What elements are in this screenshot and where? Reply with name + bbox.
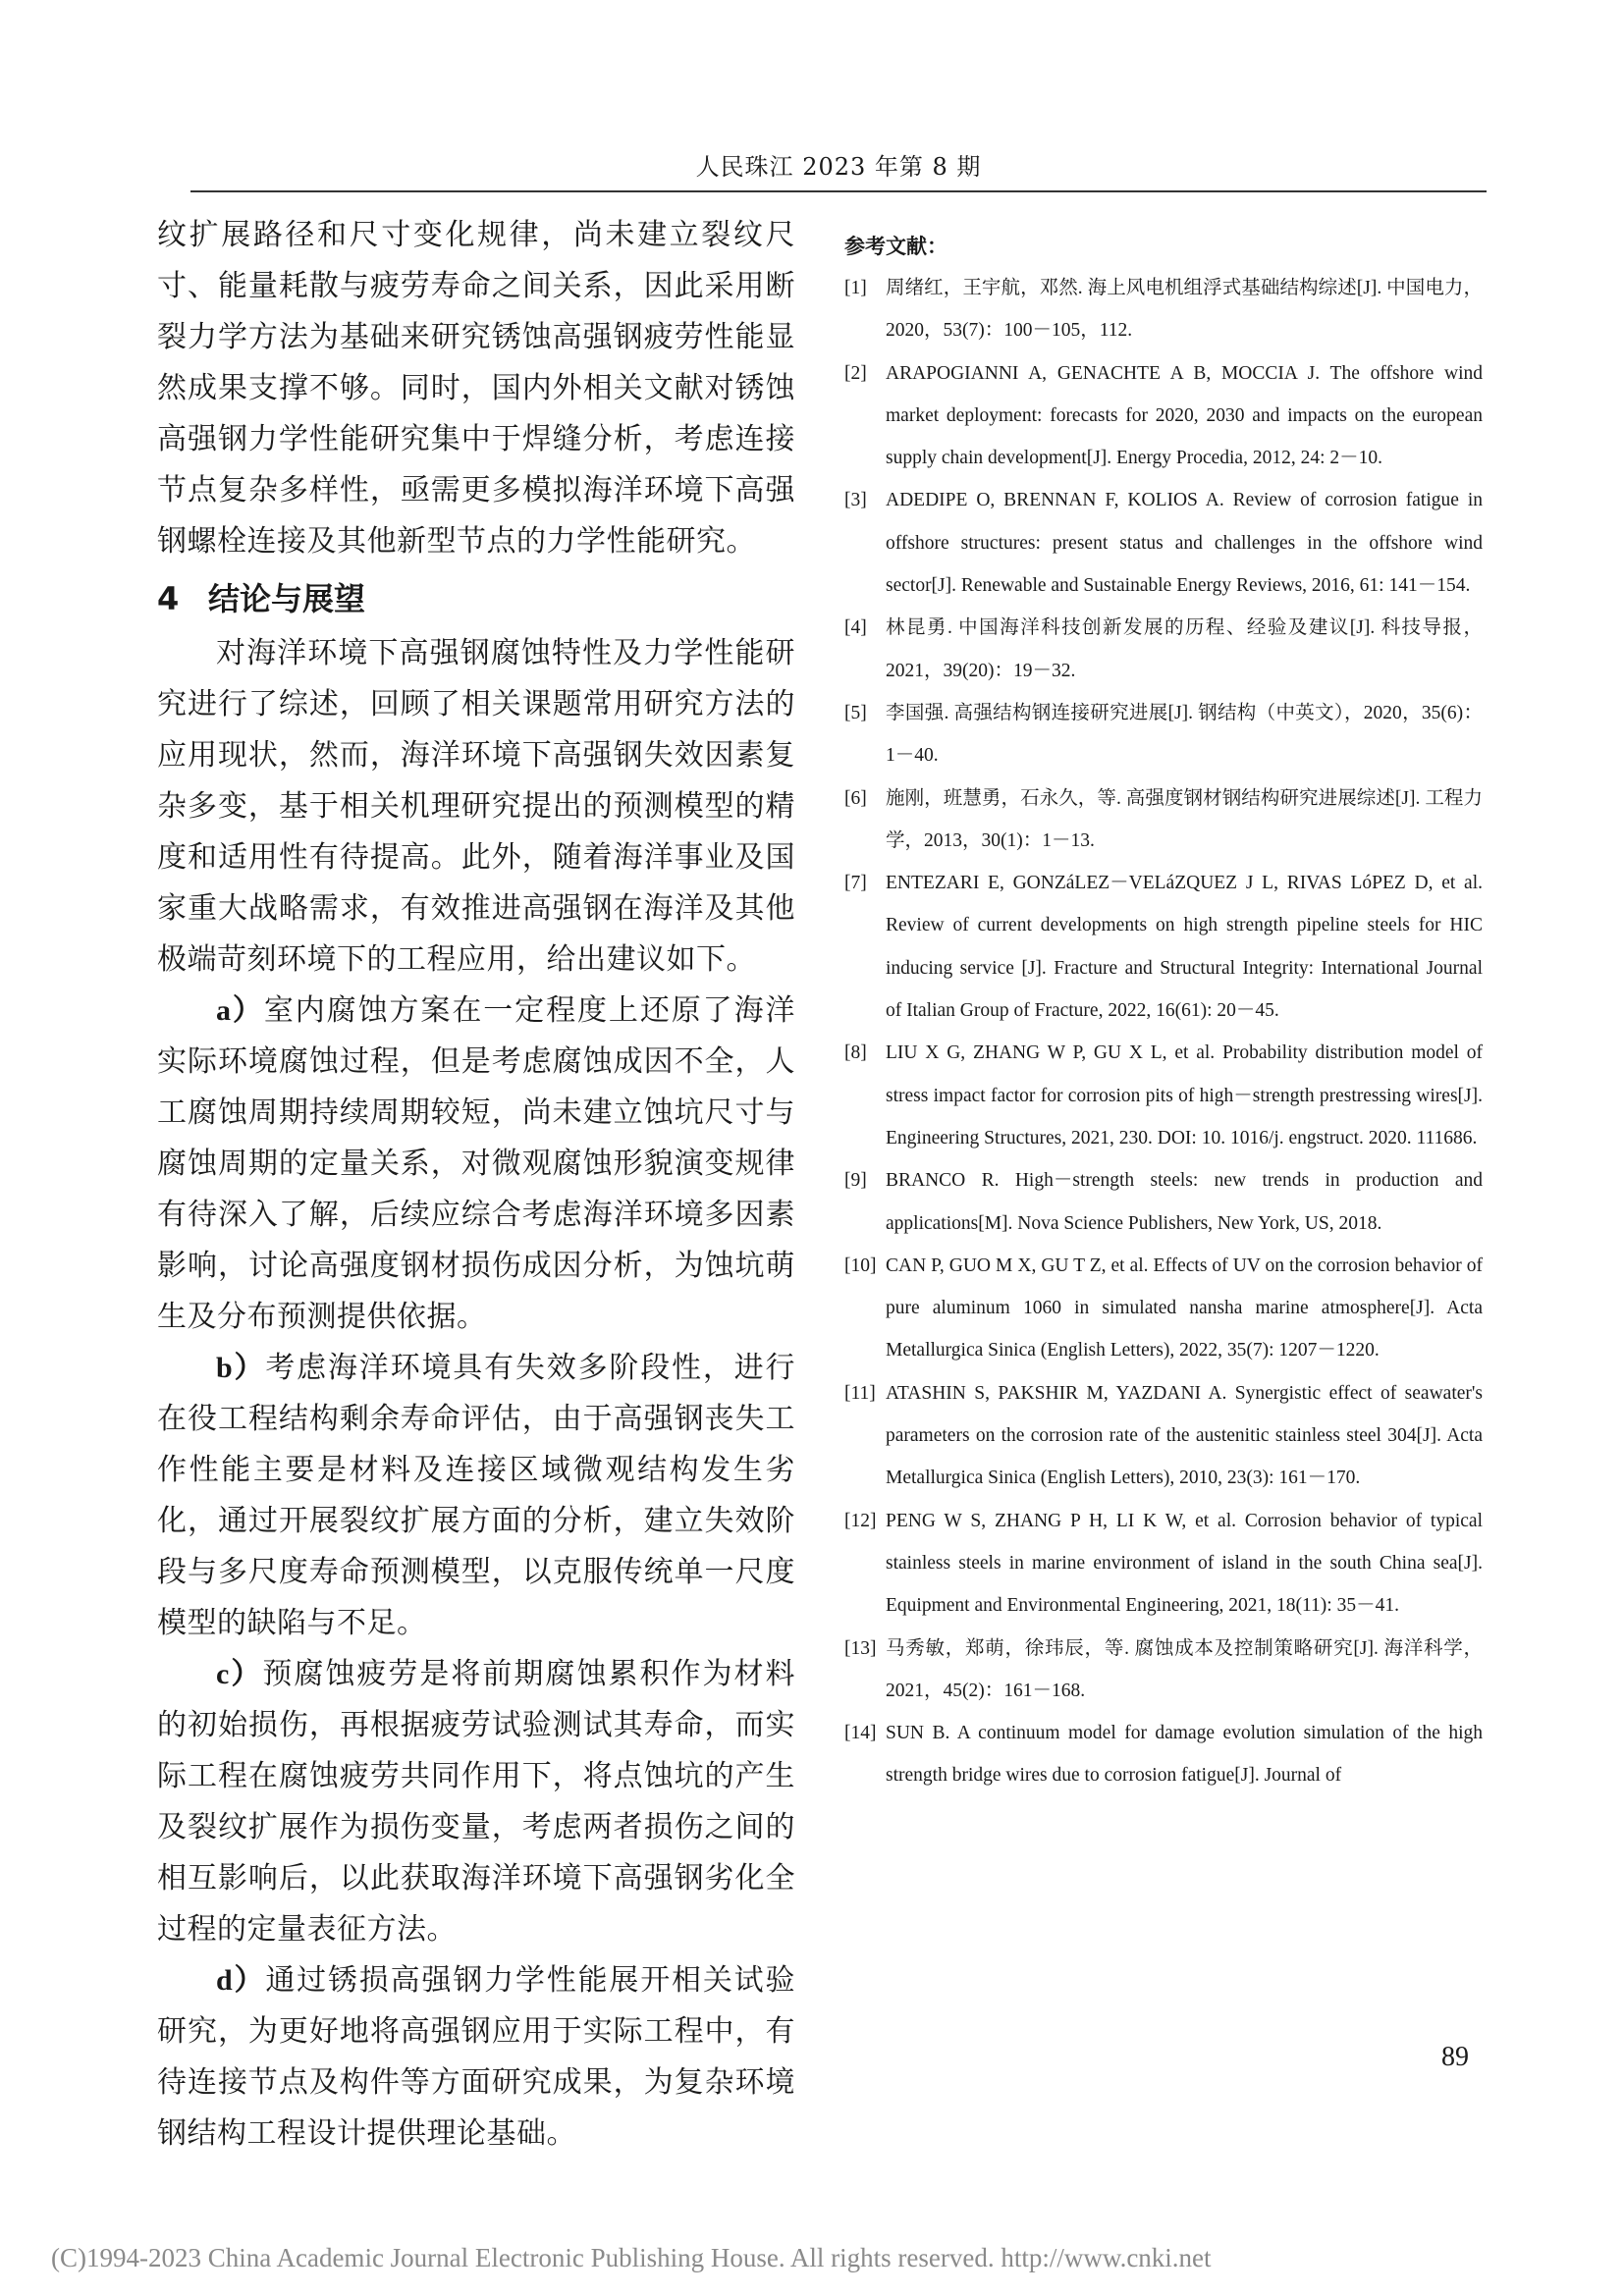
- reference-item: [844, 267, 1483, 352]
- item-a-label: a）: [216, 994, 264, 1027]
- running-header: 人民珠江 2023 年第 8 期: [695, 153, 982, 181]
- reference-text: 李国强. 高强结构钢连接研究进展[J]. 钢结构（中英文），2020，35(6)：1－40.: [886, 702, 1483, 767]
- reference-number: [10]: [844, 1255, 877, 1276]
- item-b: [157, 1343, 795, 1649]
- reference-number: [13]: [844, 1637, 877, 1659]
- reference-item: [844, 1628, 1483, 1713]
- item-c-label: c）: [216, 1658, 263, 1690]
- reference-number: [11]: [844, 1382, 876, 1404]
- section-number: 4: [157, 580, 180, 617]
- reference-text: LIU X G, ZHANG W P, GU X L, et al. Probability distribution model of stress impact factor for corrosion pits of high－strength prestressing wires[J]. Engineering Structures, 2021, 230. DOI: 10. 1016/j. engstruct. 2020. 111686.: [886, 1042, 1483, 1148]
- item-d-text: 通过锈损高强钢力学性能展开相关试验研究，为更好地将高强钢应用于实际工程中，有待连接节点及构件等方面研究成果，为复杂环境钢结构工程设计提供理论基础。: [157, 1963, 796, 2151]
- reference-text: ADEDIPE O, BRENNAN F, KOLIOS A. Review of corrosion fatigue in offshore structures: present status and challenges in the offshore wind sector[J]. Renewable and Sustainable Energy Reviews, 2016, 61: 141－154.: [886, 490, 1483, 597]
- reference-text: 马秀敏，郑萌，徐玮辰，等. 腐蚀成本及控制策略研究[J]. 海洋科学，2021，45(2)：161－168.: [886, 1637, 1483, 1701]
- reference-text: CAN P, GUO M X, GU T Z, et al. Effects of UV on the corrosion behavior of pure aluminum 1060 in simulated nansha marine atmosphere[J]. Acta Metallurgica Sinica (English Letters), 2022, 35(7): 1207－1220.: [886, 1255, 1483, 1362]
- item-a-text: 室内腐蚀方案在一定程度上还原了海洋实际环境腐蚀过程，但是考虑腐蚀成因不全，人工腐蚀周期持续周期较短，尚未建立蚀坑尺寸与腐蚀周期的定量关系，对微观腐蚀形貌演变规律有待深入了解，后续应综合考虑海洋环境多因素影响，讨论高强度钢材损伤成因分析，为蚀坑萌生及分布预测提供依据。: [157, 993, 796, 1334]
- item-c: [157, 1649, 795, 1955]
- reference-text: SUN B. A continuum model for damage evolution simulation of the high strength bridge wires due to corrosion fatigue[J]. Journal of: [886, 1723, 1483, 1787]
- reference-item: [844, 1372, 1483, 1500]
- reference-number: [1]: [844, 278, 867, 298]
- reference-text: ENTEZARI E, GONZáLEZ－VELáZQUEZ J L, RIVAS LóPEZ D, et al. Review of current developments on high strength pipeline steels for HIC inducing service [J]. Fracture and Structural Integrity: International Journal of Italian Group of Fracture, 2022, 16(61): 20－45.: [886, 873, 1483, 1022]
- reference-text: ARAPOGIANNI A, GENACHTE A B, MOCCIA J. The offshore wind market deployment: forecasts for 2020, 2030 and impacts on the european supply chain development[J]. Energy Procedia, 2012, 24: 2－10.: [886, 362, 1483, 469]
- copyright-footer: (C)1994-2023 China Academic Journal Electronic Publishing House. All rights reserved. http://www.cnki.net: [51, 2243, 1212, 2272]
- reference-number: [12]: [844, 1510, 877, 1531]
- item-d-label: d）: [216, 1964, 266, 1997]
- reference-item: [844, 479, 1483, 607]
- reference-item: [844, 692, 1483, 777]
- header-rule: [190, 190, 1487, 192]
- reference-number: [8]: [844, 1042, 867, 1064]
- reference-number: [6]: [844, 787, 867, 809]
- reference-number: [5]: [844, 702, 867, 723]
- reference-item: [844, 1245, 1483, 1372]
- reference-item: [844, 862, 1483, 1032]
- section-title: 结论与展望: [208, 580, 366, 617]
- page-number: 89: [1441, 2042, 1469, 2072]
- conclusion-paragraph: 对海洋环境下高强钢腐蚀特性及力学性能研究进行了综述，回顾了相关课题常用研究方法的应用现状，然而，海洋环境下高强钢失效因素复杂多变，基于相关机理研究提出的预测模型的精度和适用性有待提高。此外，随着海洋事业及国家重大战略需求，有效推进高强钢在海洋及其他极端苛刻环境下的工程应用，给出建议如下。: [157, 636, 795, 977]
- intro-paragraph: 纹扩展路径和尺寸变化规律，尚未建立裂纹尺寸、能量耗散与疲劳寿命之间关系，因此采用断裂力学方法为基础来研究锈蚀高强钢疲劳性能显然成果支撑不够。同时，国内外相关文献对锈蚀高强钢力学性能研究集中于焊缝分析，考虑连接节点复杂多样性，亟需更多模拟海洋环境下高强钢螺栓连接及其他新型节点的力学性能研究。: [157, 218, 795, 559]
- reference-text: 周绪红，王宇航，邓然. 海上风电机组浮式基础结构综述[J]. 中国电力，2020，53(7)：100－105，112.: [886, 278, 1483, 342]
- reference-number: [7]: [844, 873, 867, 894]
- reference-item: [844, 352, 1483, 480]
- reference-item: [844, 1159, 1483, 1245]
- reference-item: [844, 607, 1483, 692]
- item-d: [157, 1955, 795, 2160]
- reference-item: [844, 1032, 1483, 1159]
- reference-text: PENG W S, ZHANG P H, LI K W, et al. Corrosion behavior of typical stainless steels in marine environment of island in the south China sea[J]. Equipment and Environmental Engineering, 2021, 18(11): 35－41.: [886, 1510, 1483, 1617]
- section-heading: [157, 573, 795, 624]
- item-b-text: 考虑海洋环境具有失效多阶段性，进行在役工程结构剩余寿命评估，由于高强钢丧失工作性能主要是材料及连接区域微观结构发生劣化，通过开展裂纹扩展方面的分析，建立失效阶段与多尺度寿命预测模型，以克服传统单一尺度模型的缺陷与不足。: [157, 1351, 796, 1640]
- references-title: 参考文献：: [844, 235, 947, 258]
- reference-text: 林昆勇. 中国海洋科技创新发展的历程、经验及建议[J]. 科技导报，2021，39(20)：19－32.: [886, 617, 1483, 681]
- reference-number: [4]: [844, 617, 867, 639]
- reference-item: [844, 1712, 1483, 1797]
- reference-number: [3]: [844, 490, 867, 511]
- reference-text: 施刚，班慧勇，石永久，等. 高强度钢材钢结构研究进展综述[J]. 工程力学，2013，30(1)：1－13.: [886, 787, 1483, 851]
- reference-number: [9]: [844, 1170, 867, 1192]
- reference-item: [844, 1500, 1483, 1628]
- left-column: [157, 210, 795, 2160]
- reference-number: [2]: [844, 362, 867, 384]
- reference-number: [14]: [844, 1723, 877, 1744]
- references-column: [844, 228, 1483, 1797]
- item-b-label: b）: [216, 1352, 266, 1384]
- item-a: [157, 986, 795, 1343]
- reference-item: [844, 777, 1483, 863]
- reference-text: ATASHIN S, PAKSHIR M, YAZDANI A. Synergistic effect of seawater's parameters on the corrosion rate of the austenitic stainless steel 304[J]. Acta Metallurgica Sinica (English Letters), 2010, 23(3): 161－170.: [886, 1382, 1483, 1489]
- item-c-text: 预腐蚀疲劳是将前期腐蚀累积作为材料的初始损伤，再根据疲劳试验测试其寿命，而实际工程在腐蚀疲劳共同作用下，将点蚀坑的产生及裂纹扩展作为损伤变量，考虑两者损伤之间的相互影响后，以此获取海洋环境下高强钢劣化全过程的定量表征方法。: [157, 1657, 795, 1947]
- reference-text: BRANCO R. High－strength steels: new trends in production and applications[M]. Nova Science Publishers, New York, US, 2018.: [886, 1170, 1483, 1234]
